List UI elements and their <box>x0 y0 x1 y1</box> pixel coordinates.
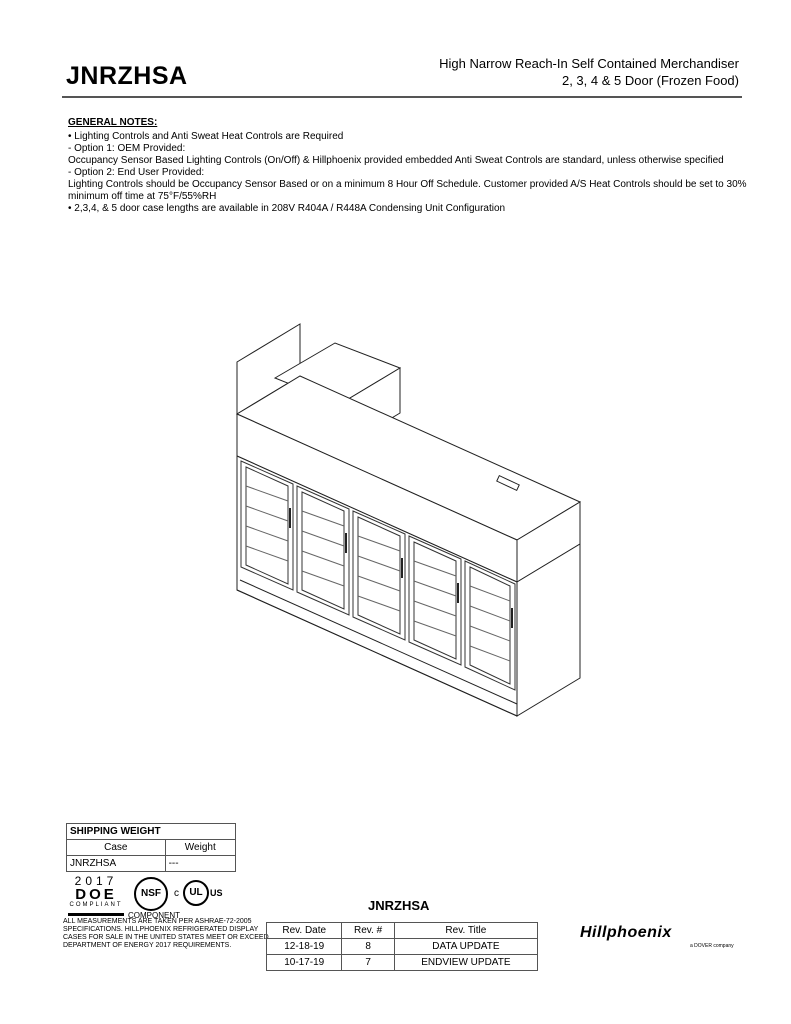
model-title: JNRZHSA <box>66 62 188 90</box>
note-line: - Option 1: OEM Provided: <box>68 143 186 154</box>
note-line: Occupancy Sensor Based Lighting Controls (On/Off) & Hillphoenix provided embedded Anti Sweat Controls are standard, unless otherwise specified <box>68 155 724 166</box>
rev-header-title: Rev. Title <box>394 923 537 939</box>
hillphoenix-logo: Hillphoenix <box>580 924 672 941</box>
note-line: Lighting Controls should be Occupancy Sensor Based or on a minimum 8 Hour Off Schedule. Customer provided A/S Heat Controls should be set to 30% minimum off time at 75°F/55%RH <box>68 179 747 202</box>
note-line: • 2,3,4, & 5 door case lengths are available in 208V R404A / R448A Condensing Unit Configuration <box>68 203 506 214</box>
rev-date: 12-18-19 <box>267 939 342 955</box>
doe-year: 2017 <box>74 874 118 888</box>
doe-logo <box>68 875 124 909</box>
rev-title: DATA UPDATE <box>394 939 537 955</box>
document-title <box>439 55 739 89</box>
note-line: - Option 2: End User Provided: <box>68 167 205 178</box>
brand-tagline: a DOVER company <box>690 943 734 949</box>
doe-component: COMPONENT <box>128 911 180 920</box>
col-case: Case <box>67 840 166 856</box>
title-line-2: 2, 3, 4 & 5 Door (Frozen Food) <box>561 73 739 88</box>
table-row <box>267 939 538 955</box>
ul-us: US <box>210 888 223 898</box>
note-line: • Lighting Controls and Anti Sweat Heat Controls are Required <box>68 131 344 142</box>
rev-header-num: Rev. # <box>342 923 394 939</box>
general-notes <box>68 117 748 215</box>
doe-note: ALL MEASUREMENTS ARE TAKEN PER ASHRAE-72-2005 SPECIFICATIONS. HILLPHOENIX REFRIGERATED DISPLAY CASES FOR SALE IN THE UNITED STATES MEET OR EXCEED DEPARTMENT OF ENERGY 2017 REQUIREMENTS. <box>63 918 269 949</box>
rev-num: 8 <box>342 939 394 955</box>
doe-text: DOE <box>75 886 117 903</box>
ul-c: c <box>174 888 179 899</box>
cell-case: JNRZHSA <box>67 856 166 872</box>
title-line-1: High Narrow Reach-In Self Contained Merchandiser <box>439 56 739 71</box>
shipping-heading: SHIPPING WEIGHT <box>67 824 236 840</box>
notes-heading: GENERAL NOTES: <box>68 117 158 128</box>
doe-bar <box>68 913 124 916</box>
header-divider <box>62 96 742 98</box>
col-weight: Weight <box>165 840 235 856</box>
revision-title: JNRZHSA <box>368 898 430 913</box>
table-row <box>267 955 538 971</box>
rev-header-date: Rev. Date <box>267 923 342 939</box>
shipping-weight-table <box>66 823 236 872</box>
revision-table <box>266 922 538 971</box>
doe-compliant: COMPLIANT <box>69 902 123 908</box>
merchandiser-drawing <box>225 318 585 738</box>
rev-title: ENDVIEW UPDATE <box>394 955 537 971</box>
rev-date: 10-17-19 <box>267 955 342 971</box>
nsf-logo: NSF <box>134 877 168 911</box>
cell-weight: --- <box>165 856 235 872</box>
ul-mark: UL <box>183 880 209 906</box>
rev-num: 7 <box>342 955 394 971</box>
